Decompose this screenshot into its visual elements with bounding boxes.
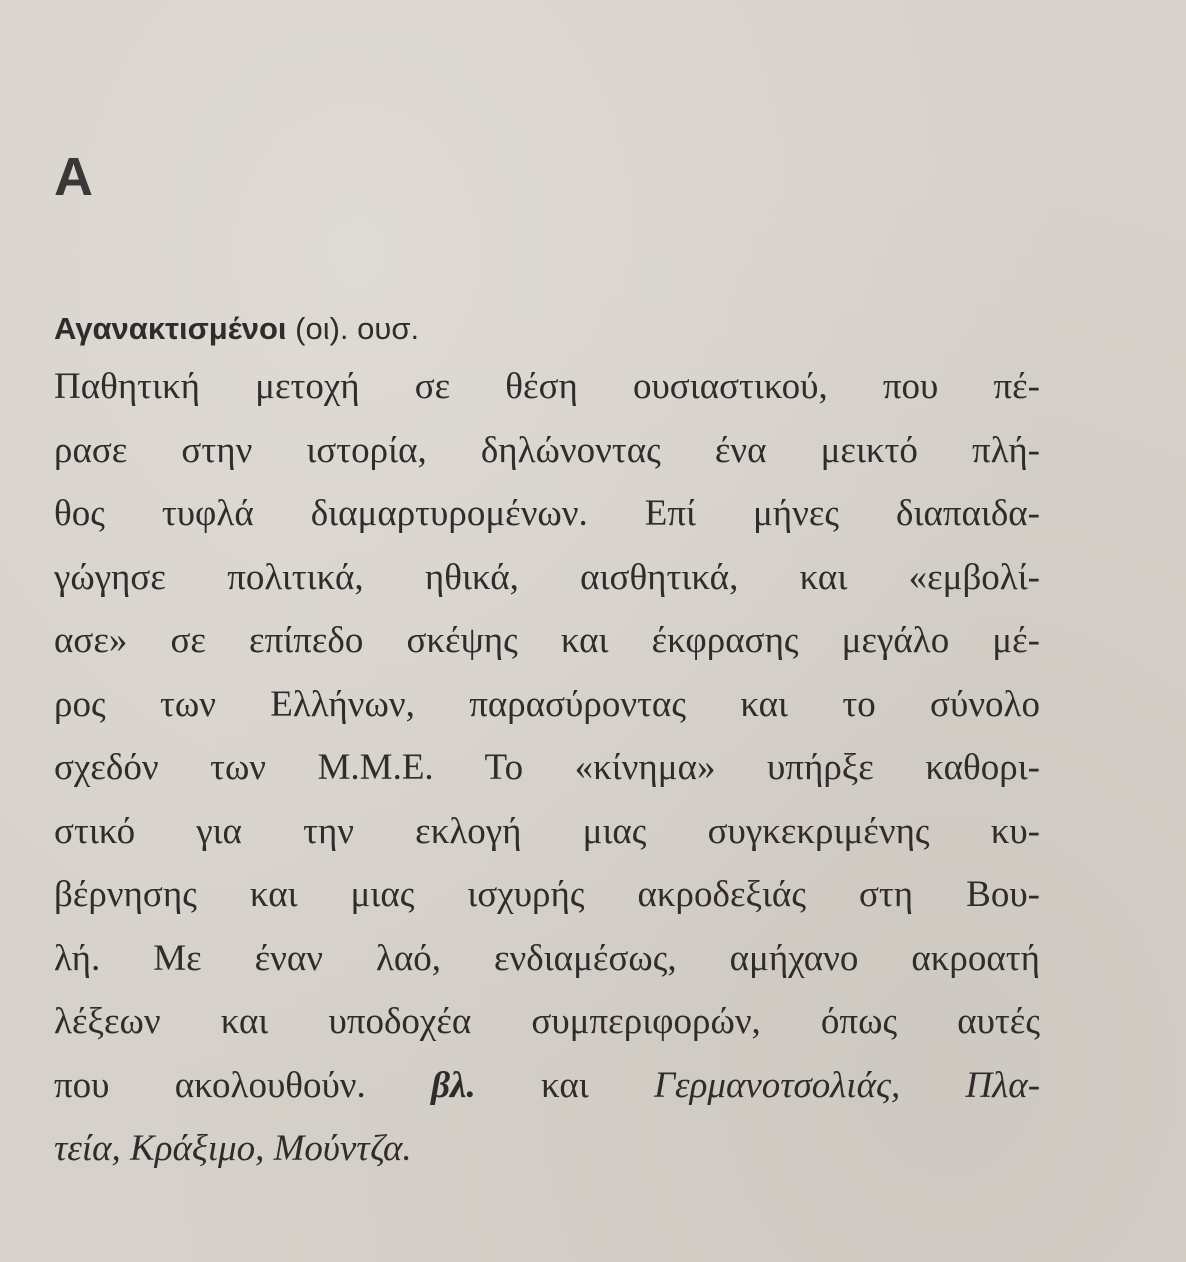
definition-line: γώγησε πολιτικά, ηθικά, αισθητικά, και «εμβολί- xyxy=(54,556,1040,598)
entry-article: (οι). xyxy=(295,311,349,346)
see-also-references: Γερμανοτσολιάς, Πλα- xyxy=(653,1064,1041,1106)
definition-line: Παθητική μετοχή σε θέση ουσιαστικού, που πέ- xyxy=(54,366,1040,407)
definition-line: στικό για την εκλογή μιας συγκεκριμένης κυ- xyxy=(54,810,1040,852)
definition-line: βέρνησης και μιας ισχυρής ακροδεξιάς στη Βου- xyxy=(54,874,1040,915)
definition-line-end: που ακολουθούν. xyxy=(54,1064,366,1106)
definition-line: θος τυφλά διαμαρτυρομένων. Επί μήνες διαπαιδα- xyxy=(54,493,1040,534)
see-also-references-continued: τεία, Κράξιμο, Μούντζα. xyxy=(54,1128,412,1169)
definition-line: λή. Με έναν λαό, ενδιαμέσως, αμήχανο ακροατή xyxy=(54,937,1040,979)
definition-line: ασε» σε επίπεδο σκέψης και έκφρασης μεγάλο μέ- xyxy=(54,620,1040,661)
section-letter-heading: Α xyxy=(54,147,93,207)
definition-line: ρος των Ελλήνων, παρασύροντας και το σύνολο xyxy=(54,683,1040,725)
definition-line: σχεδόν των Μ.Μ.Ε. Το «κίνημα» υπήρξε καθορι- xyxy=(54,747,1040,788)
entry-part-of-speech: ουσ. xyxy=(357,311,420,346)
definition-line-see-also xyxy=(54,1054,1040,1118)
entry-definition xyxy=(54,355,1040,1181)
see-also-conjunction: και xyxy=(541,1064,589,1106)
see-also-label: βλ. xyxy=(431,1064,476,1106)
entry-header xyxy=(54,303,1040,355)
dictionary-entry xyxy=(54,303,1040,1181)
definition-line: ρασε στην ιστορία, δηλώνοντας ένα μεικτό πλή- xyxy=(54,429,1040,471)
definition-line: λέξεων και υποδοχέα συμπεριφορών, όπως αυτές xyxy=(54,1001,1040,1042)
entry-headword: Αγανακτισμένοι xyxy=(54,311,287,346)
